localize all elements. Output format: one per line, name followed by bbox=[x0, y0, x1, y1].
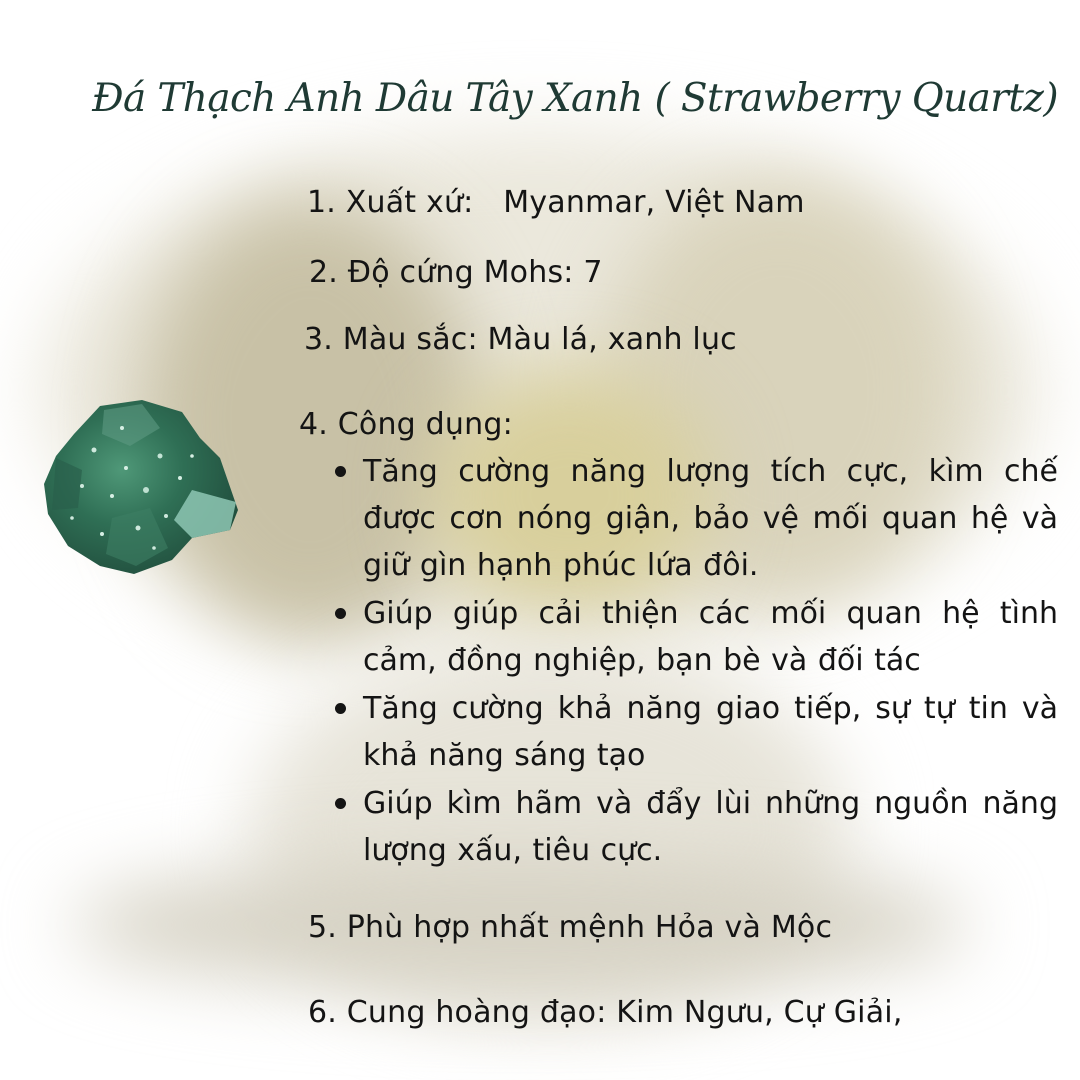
list-item-text: Tăng cường năng lượng tích cực, kìm chế được cơn nóng giận, bảo vệ mối quan hệ và giữ gìn hạnh phúc lứa đôi. bbox=[363, 454, 1058, 583]
list-item-text: Tăng cường khả năng giao tiếp, sự tự tin và khả năng sáng tạo bbox=[363, 691, 1058, 773]
bullet-dot-icon bbox=[335, 608, 346, 619]
page-title: Đá Thạch Anh Dâu Tây Xanh ( Strawberry Quartz) bbox=[92, 76, 1058, 121]
list-item-text: Giúp kìm hãm và đẩy lùi những nguồn năng lượng xấu, tiêu cực. bbox=[363, 786, 1058, 868]
bullet-dot-icon bbox=[335, 703, 346, 714]
bullet-dot-icon bbox=[335, 798, 346, 809]
list-item-text: Giúp giúp cải thiện các mối quan hệ tình cảm, đồng nghiệp, bạn bè và đối tác bbox=[363, 596, 1058, 678]
list-item bbox=[330, 685, 1058, 779]
hardness-row: 2. Độ cứng Mohs: 7 bbox=[309, 255, 603, 290]
origin-label: 1. Xuất xứ: bbox=[307, 185, 474, 220]
bullet-dot-icon bbox=[335, 466, 346, 477]
uses-list bbox=[330, 448, 1058, 875]
list-item bbox=[330, 780, 1058, 874]
origin-value: Myanmar, Việt Nam bbox=[503, 185, 805, 220]
element-row: 5. Phù hợp nhất mệnh Hỏa và Mộc bbox=[308, 910, 833, 945]
list-item bbox=[330, 590, 1058, 684]
list-item bbox=[330, 448, 1058, 589]
zodiac-row: 6. Cung hoàng đạo: Kim Ngưu, Cự Giải, bbox=[308, 995, 903, 1030]
origin-row bbox=[307, 185, 805, 220]
green-quartz-stone-image bbox=[42, 398, 240, 578]
uses-heading: 4. Công dụng: bbox=[299, 407, 513, 442]
color-row: 3. Màu sắc: Màu lá, xanh lục bbox=[304, 322, 737, 357]
